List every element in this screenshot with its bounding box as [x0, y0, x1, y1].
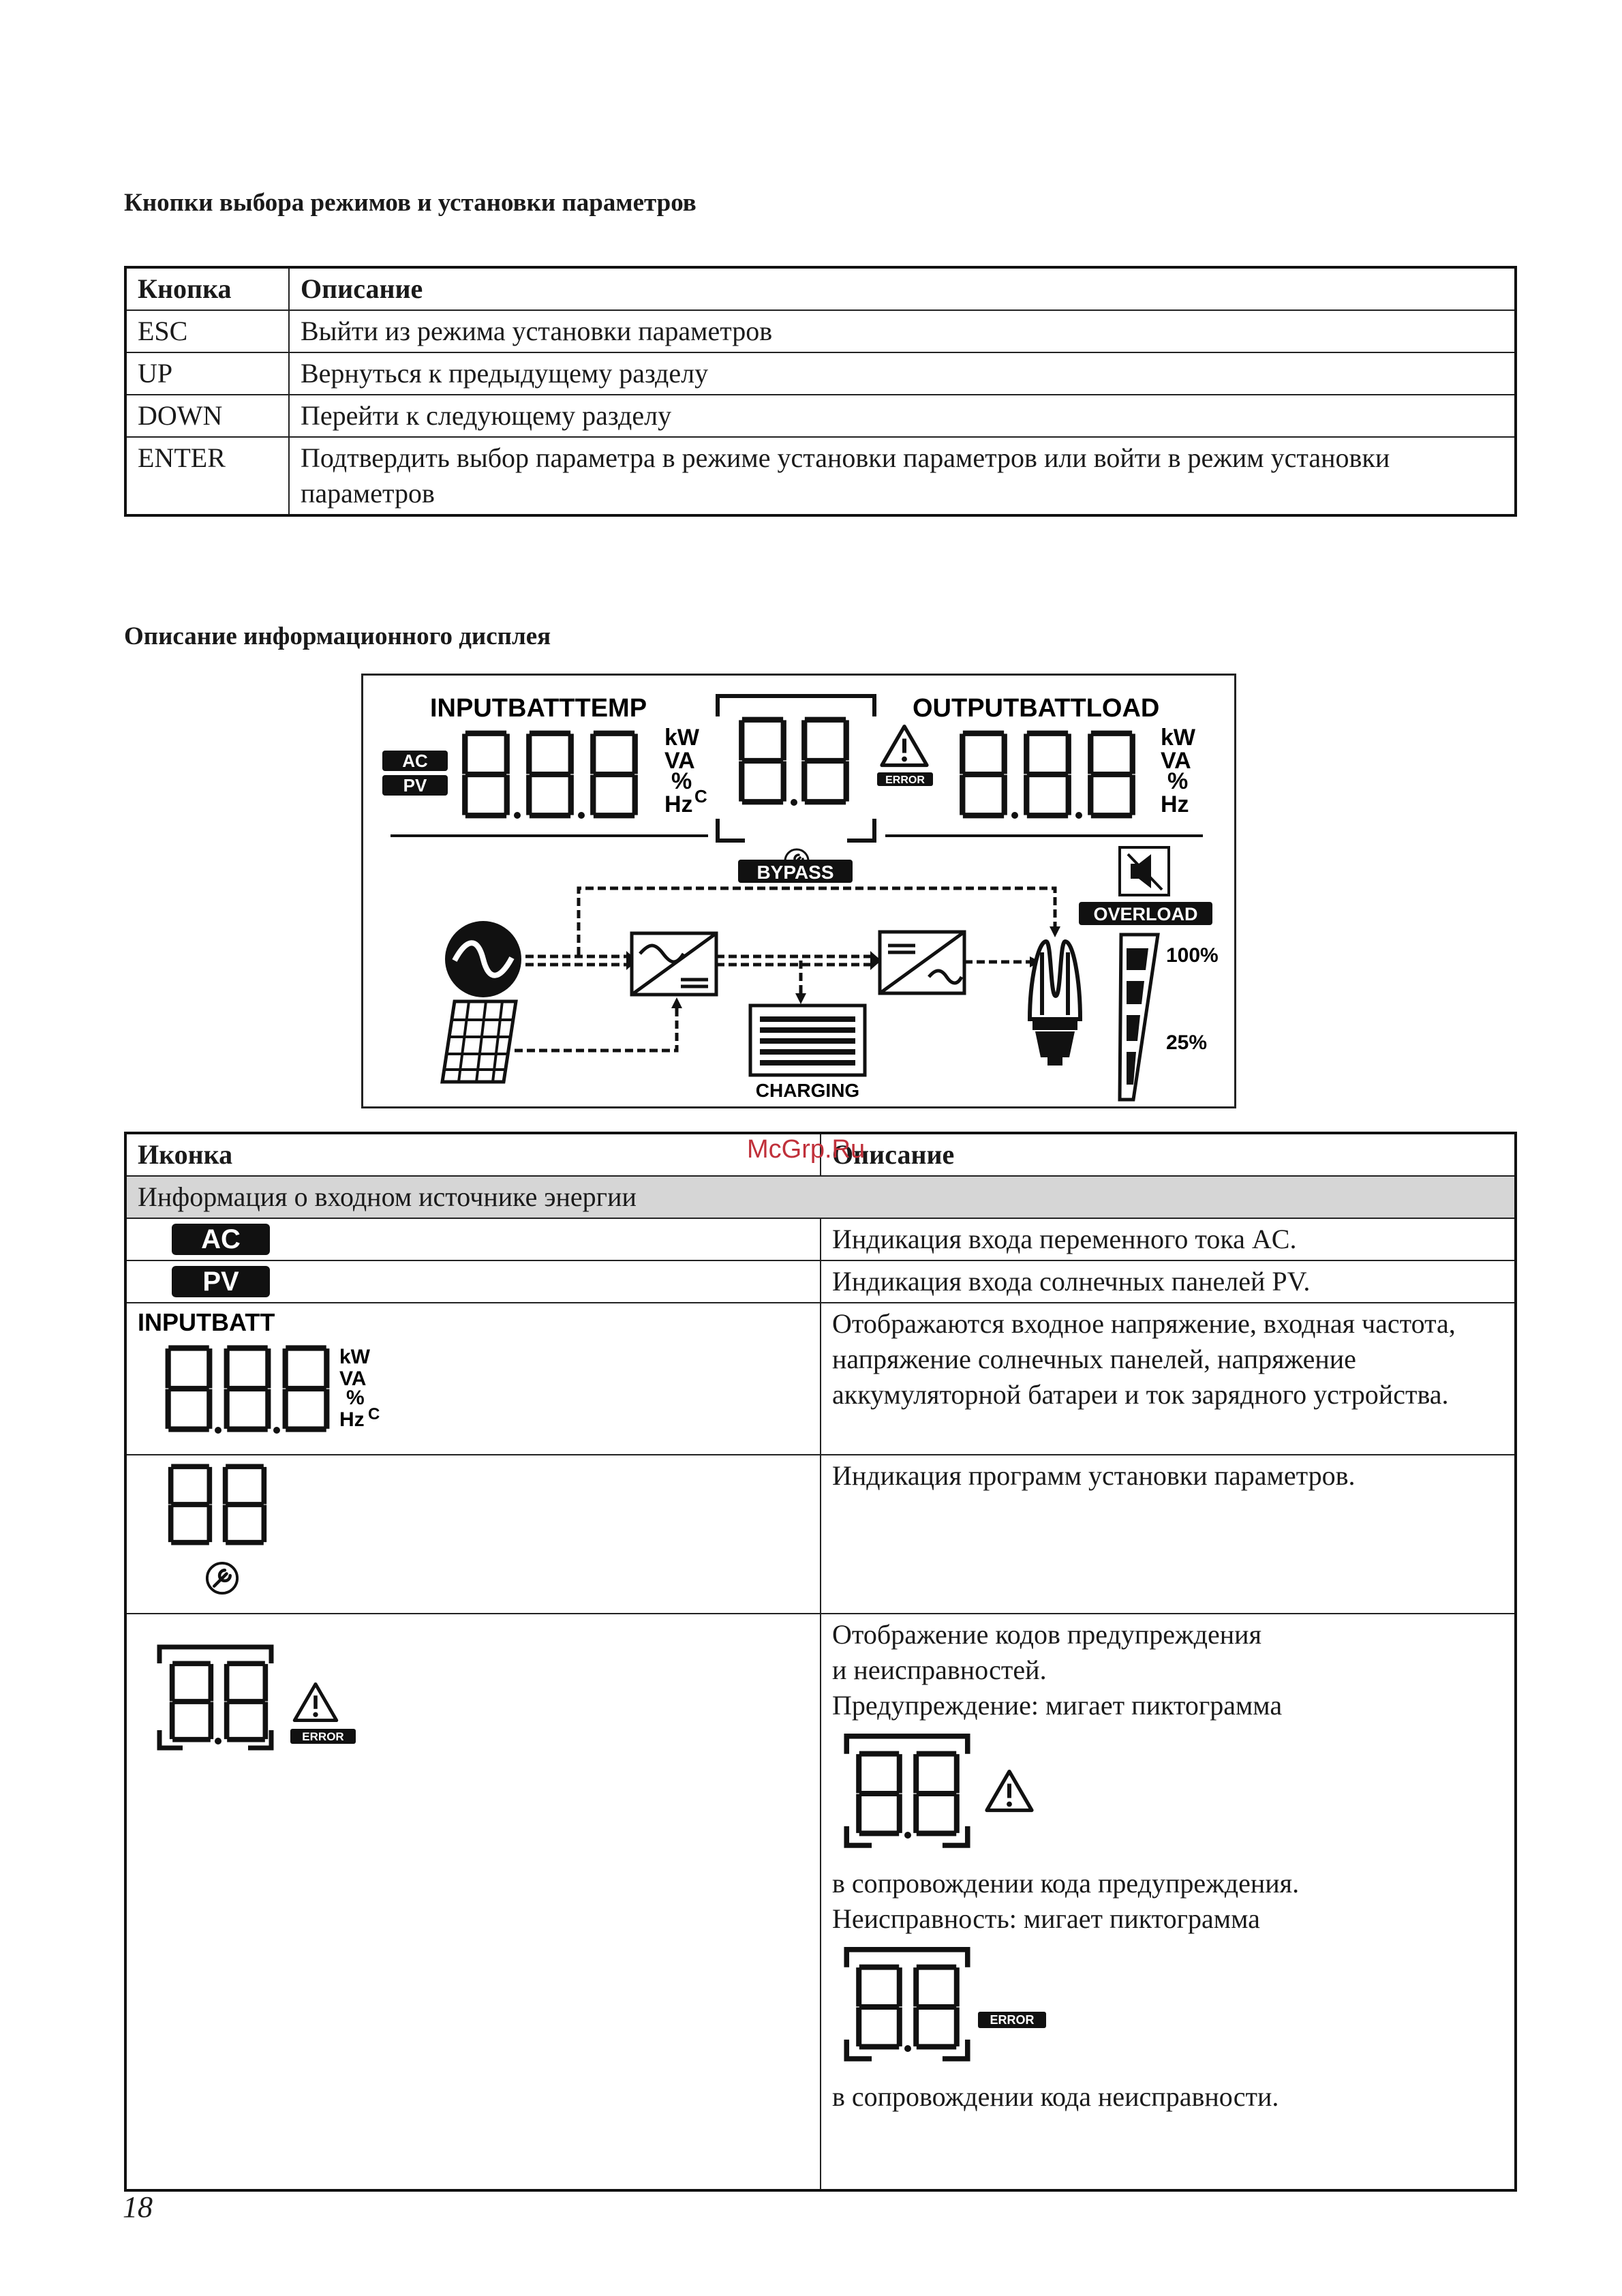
- input-digits: [465, 734, 634, 819]
- solar-panel-icon: [442, 1001, 516, 1082]
- output-units: [1161, 725, 1196, 817]
- button-desc: Выйти из режима установки параметров: [289, 310, 1516, 352]
- desc-cell: Отображаются входное напряжение, входная частота, напряжение солнечных панелей, напряжение аккумуляторной батареи и ток зарядного устройства.: [821, 1303, 1516, 1455]
- pv-indicator-label: PV: [403, 775, 427, 796]
- svg-text:VA: VA: [664, 748, 695, 774]
- desc-cell: Индикация входа солнечных панелей PV.: [821, 1260, 1516, 1303]
- warn-desc-line: и неисправностей.: [832, 1655, 1047, 1685]
- display-heading: Описание информационного дисплея: [124, 622, 551, 650]
- output-digits: [962, 734, 1132, 819]
- dc-ac-inverter-icon: [880, 932, 964, 993]
- svg-text:kW: kW: [1161, 725, 1195, 751]
- desc-cell: [821, 1614, 1516, 2190]
- warning-code-icon: [832, 1723, 1050, 1857]
- desc-cell: Индикация программ установки параметров.: [821, 1455, 1516, 1614]
- warn-desc-line: в сопровождении кода неисправности.: [832, 2081, 1279, 2112]
- icon-cell: [125, 1260, 821, 1303]
- battery-icon: [750, 1006, 865, 1075]
- lcd-panel: [361, 674, 1236, 1108]
- wrench-icon: [207, 1563, 237, 1593]
- lcd-panel-drawing: [363, 676, 1234, 1106]
- column-header-desc: Описание: [289, 267, 1516, 310]
- load-min-label: 25%: [1166, 1031, 1208, 1054]
- icon-cell: [125, 1455, 821, 1614]
- icon-cell: [125, 1303, 821, 1455]
- error-indicator-label: ERROR: [885, 774, 925, 786]
- settings-code-icon: [138, 1458, 274, 1601]
- table-row: [125, 1455, 1516, 1614]
- watermark-text: McGrp.Ru: [747, 1135, 866, 1164]
- button-desc: Подтвердить выбор параметра в режиме установки параметров или войти в режим установки параметров: [289, 437, 1516, 515]
- table-row: [125, 352, 1516, 395]
- svg-text:VA: VA: [1161, 748, 1191, 774]
- svg-text:Hz: Hz: [664, 791, 693, 817]
- warning-error-code-icon: [138, 1617, 383, 1774]
- svg-text:%: %: [671, 768, 692, 794]
- load-level-gauge: [1120, 935, 1158, 1100]
- table-row: [125, 1260, 1516, 1303]
- inputbatt-label: INPUTBATT: [138, 1308, 275, 1336]
- center-code-display: [718, 696, 874, 841]
- desc-cell: Индикация входа переменного тока AC.: [821, 1218, 1516, 1260]
- ac-source-icon: [445, 921, 521, 997]
- warning-icon: [294, 1684, 337, 1720]
- svg-text:C: C: [694, 786, 707, 806]
- inverter-icon: [632, 933, 716, 995]
- charging-label: CHARGING: [755, 1080, 860, 1101]
- warn-desc-line: Предупреждение: мигает пиктограмма: [832, 1690, 1283, 1721]
- button-key: UP: [125, 352, 289, 395]
- svg-text:%: %: [1167, 768, 1189, 794]
- buttons-table: [124, 266, 1517, 517]
- svg-text:kW: kW: [664, 725, 699, 751]
- input-label: INPUTBATTTEMP: [430, 694, 647, 723]
- pv-badge: PV: [172, 1266, 270, 1297]
- ac-indicator-label: AC: [402, 751, 428, 771]
- table-row: [125, 310, 1516, 352]
- column-header-icon: Иконка: [125, 1133, 821, 1176]
- input-units: [664, 725, 707, 817]
- table-row: [125, 1218, 1516, 1260]
- table-row: [125, 1303, 1516, 1455]
- section-title: Информация о входном источнике энергии: [125, 1176, 1516, 1218]
- page-number: 18: [123, 2190, 153, 2224]
- svg-text:Hz: Hz: [1161, 791, 1189, 817]
- buttons-heading: Кнопки выбора режимов и установки параметров: [124, 189, 697, 217]
- ac-badge: AC: [172, 1224, 270, 1255]
- button-key: DOWN: [125, 395, 289, 437]
- table-row: [125, 395, 1516, 437]
- output-label: OUTPUTBATTLOAD: [913, 694, 1160, 723]
- warning-icon: [987, 1772, 1032, 1811]
- svg-text:kW: kW: [339, 1346, 370, 1368]
- svg-text:Hz: Hz: [339, 1408, 365, 1431]
- button-desc: Вернуться к предыдущему разделу: [289, 352, 1516, 395]
- column-header-key: Кнопка: [125, 267, 289, 310]
- table-row: [125, 437, 1516, 515]
- error-indicator-label: ERROR: [302, 1730, 344, 1743]
- button-key: ENTER: [125, 437, 289, 515]
- column-header-desc: Описание: [821, 1133, 1516, 1176]
- bypass-label: BYPASS: [756, 862, 834, 883]
- error-code-icon: [832, 1937, 1064, 2070]
- warn-desc-line: Неисправность: мигает пиктограмма: [832, 1903, 1260, 1934]
- button-key: ESC: [125, 310, 289, 352]
- icon-cell: [125, 1614, 821, 2190]
- svg-text:%: %: [346, 1387, 365, 1409]
- mute-icon: [1120, 847, 1169, 895]
- inputbatt-display-icon: [138, 1306, 424, 1442]
- warn-desc-line: Отображение кодов предупреждения: [832, 1619, 1261, 1650]
- icons-table: [124, 1132, 1517, 2192]
- button-desc: Перейти к следующему разделу: [289, 395, 1516, 437]
- table-row: [125, 1614, 1516, 2190]
- load-max-label: 100%: [1166, 944, 1219, 967]
- section-row-input: [125, 1176, 1516, 1218]
- icon-cell: [125, 1218, 821, 1260]
- error-indicator-label: ERROR: [990, 2013, 1035, 2027]
- warning-icon: [882, 727, 927, 766]
- load-bulb-icon: [1030, 941, 1080, 1066]
- svg-text:C: C: [368, 1405, 380, 1423]
- warn-desc-line: в сопровождении кода предупреждения.: [832, 1868, 1300, 1899]
- svg-text:VA: VA: [339, 1368, 367, 1390]
- table-header-row: [125, 267, 1516, 310]
- overload-label: OVERLOAD: [1093, 904, 1198, 924]
